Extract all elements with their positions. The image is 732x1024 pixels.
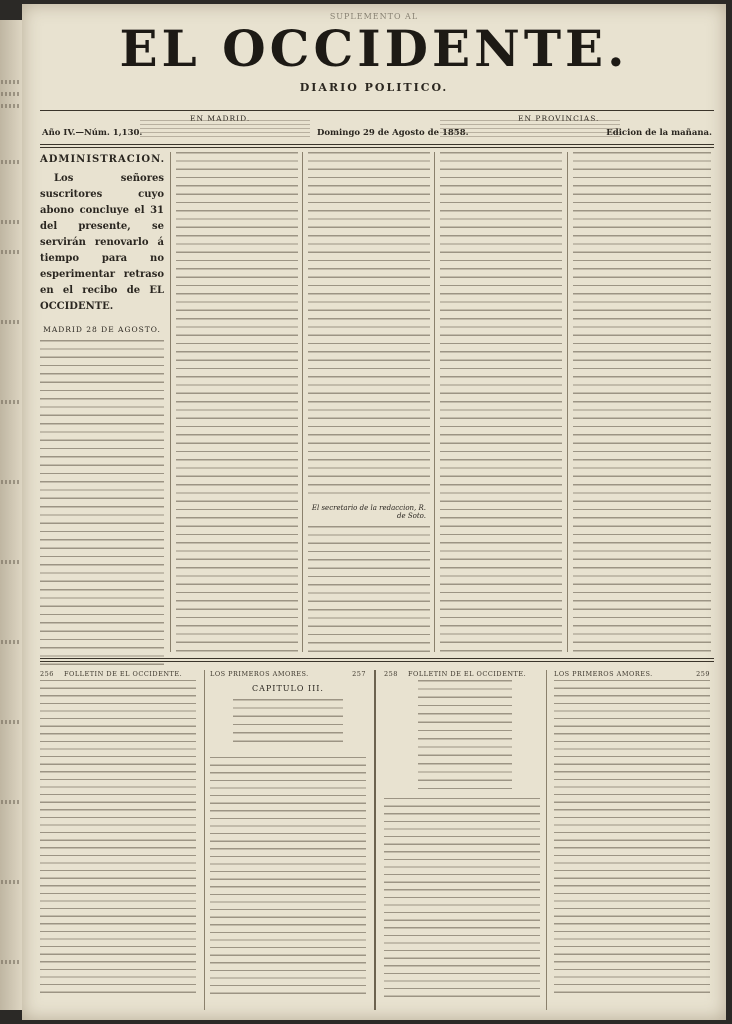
news-column-1 — [40, 152, 164, 652]
issue-number: Año IV.—Núm. 1,130. — [42, 128, 143, 138]
serial-verse — [418, 680, 512, 790]
adjacent-page-edge — [0, 20, 22, 1010]
serial-folio — [554, 670, 710, 680]
madrid-subscription-label: EN MADRID. — [190, 114, 251, 123]
folio-page-number: 256 — [40, 670, 54, 678]
serial-folio — [384, 670, 540, 680]
header-bottom-rule-2 — [40, 147, 714, 148]
article-text — [40, 340, 164, 670]
masthead-overprint: SUPLEMENTO AL — [329, 12, 419, 21]
section-heading: ADMINISTRACION. — [40, 154, 166, 165]
serial-text — [554, 680, 710, 995]
masthead-rule — [40, 110, 714, 111]
folio-title: FOLLETIN DE EL OCCIDENTE. — [408, 670, 527, 678]
serial-separator-rule — [40, 658, 714, 659]
issue-info-bar — [40, 114, 714, 140]
article-text — [573, 152, 711, 652]
newspaper-subtitle: DIARIO POLITICO. — [299, 81, 449, 94]
news-column-5 — [573, 152, 711, 652]
folio-page-number: 258 — [384, 670, 398, 678]
madrid-subscription-terms — [140, 120, 310, 140]
serial-novel — [40, 670, 714, 1010]
folio-page-number: 259 — [696, 670, 710, 678]
serial-separator-rule-2 — [40, 661, 714, 662]
serial-text — [384, 798, 540, 998]
issue-date: Domingo 29 de Agosto de 1858. — [317, 128, 469, 138]
news-columns — [40, 152, 714, 652]
header-bottom-rule — [40, 144, 714, 145]
serial-column-1 — [40, 670, 196, 1000]
chapter-epigraph — [233, 699, 342, 749]
provinces-subscription-terms — [440, 120, 620, 140]
news-column-4 — [440, 152, 562, 652]
folio-page-number: 257 — [352, 670, 366, 678]
serial-column-4 — [554, 670, 710, 1000]
serial-column-3 — [384, 670, 540, 1000]
provinces-subscription-label: EN PROVINCIAS. — [518, 114, 600, 123]
article-text — [440, 152, 562, 652]
article-text — [176, 152, 298, 652]
subscription-notice: Los señores suscritores cuyo abono concluye el 31 del presente, se servirán renovarlo á tiempo para no esperimentar retraso en el recibo de EL OCCIDENTE. — [40, 173, 164, 312]
serial-folio — [210, 670, 366, 680]
chapter-heading: CAPITULO III. — [252, 684, 324, 693]
article-signature: El secretario de la redaccion, R. de Soto. — [311, 504, 426, 520]
serial-column-2 — [210, 670, 366, 1000]
edition-label: Edicion de la mañana. — [606, 128, 712, 138]
news-column-3 — [308, 152, 430, 652]
article-text — [308, 526, 430, 656]
serial-folio — [40, 670, 196, 680]
masthead — [22, 12, 726, 94]
folio-title: FOLLETIN DE EL OCCIDENTE. — [64, 670, 183, 678]
news-column-2 — [176, 152, 298, 652]
serial-text — [40, 680, 196, 995]
folio-title: LOS PRIMEROS AMORES. — [210, 670, 309, 678]
newspaper-page — [22, 4, 726, 1020]
dateline: MADRID 28 DE AGOSTO. — [43, 325, 161, 334]
folio-title: LOS PRIMEROS AMORES. — [554, 670, 653, 678]
serial-text — [210, 757, 366, 997]
newspaper-title: EL OCCIDENTE. — [119, 19, 629, 78]
article-text — [308, 152, 430, 500]
